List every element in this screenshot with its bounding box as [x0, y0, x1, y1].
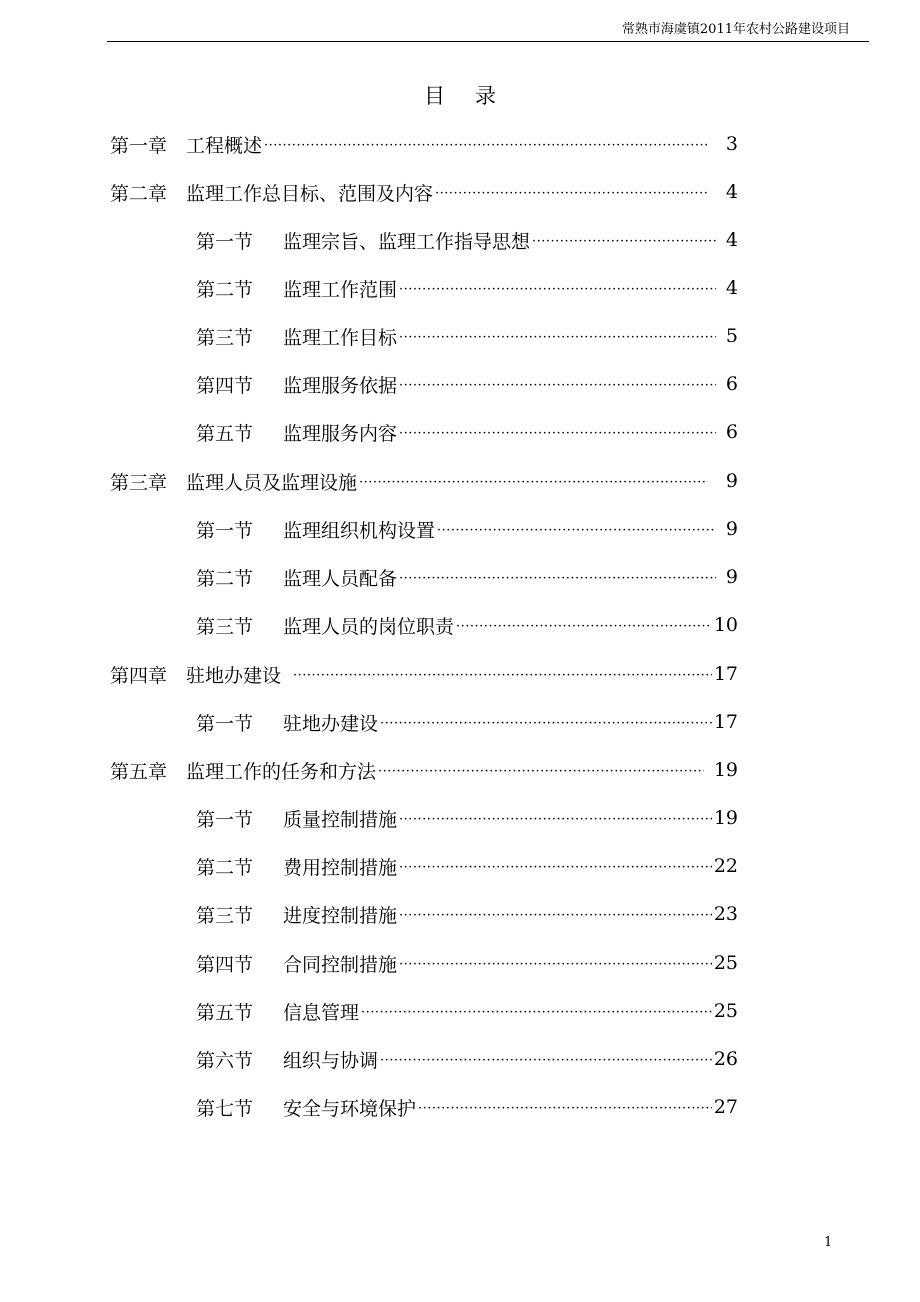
- dot-leader: [359, 475, 708, 490]
- toc-entry-section-5-5[interactable]: [196, 995, 738, 1027]
- toc-entry-title: 监理宗旨、监理工作指导思想: [283, 230, 531, 253]
- toc-entry-number: 第一节: [196, 808, 254, 831]
- toc-entry-number: 第七节: [196, 1097, 254, 1120]
- dot-leader: [380, 1053, 712, 1068]
- toc-entry-section-3-1[interactable]: [196, 513, 738, 545]
- toc-entry-page: 3: [725, 133, 738, 155]
- toc-entry-title: 进度控制措施: [283, 904, 398, 927]
- toc-entry-title: 监理工作目标: [283, 326, 398, 349]
- toc-entry-page: 6: [725, 421, 738, 443]
- toc-entry-number: 第四节: [196, 953, 254, 976]
- toc-entry-section-5-1[interactable]: [196, 802, 738, 834]
- toc-entry-number: 第三章: [110, 471, 168, 494]
- toc-entry-number: 第一节: [196, 519, 254, 542]
- toc-entry-chapter-3[interactable]: [110, 465, 738, 497]
- dot-leader: [399, 426, 716, 441]
- toc-entry-title: 驻地办建设: [283, 712, 379, 735]
- dot-leader: [418, 1101, 712, 1116]
- toc-entry-title: 监理服务依据: [283, 374, 398, 397]
- dot-leader: [399, 282, 716, 297]
- toc-entry-number: 第五节: [196, 422, 254, 445]
- toc-entry-number: 第六节: [196, 1049, 254, 1072]
- toc-entry-number: 第四章: [110, 664, 168, 687]
- toc-entry-chapter-2[interactable]: [110, 176, 738, 208]
- toc-entry-number: 第五节: [196, 1001, 254, 1024]
- toc-entry-title: 监理组织机构设置: [283, 519, 436, 542]
- toc-entry-section-2-3[interactable]: [196, 320, 738, 352]
- toc-entry-page: 9: [725, 470, 738, 492]
- toc-entry-number: 第二节: [196, 567, 254, 590]
- dot-leader: [378, 764, 704, 779]
- dot-leader: [293, 668, 712, 683]
- toc-entry-page: 17: [713, 663, 738, 685]
- toc-entry-number: 第四节: [196, 374, 254, 397]
- toc-entry-number: 第三节: [196, 326, 254, 349]
- toc-entry-section-2-5[interactable]: [196, 416, 738, 448]
- toc-entry-section-2-1[interactable]: [196, 224, 738, 256]
- toc-entry-section-3-3[interactable]: [196, 609, 738, 641]
- toc-entry-page: 5: [725, 325, 738, 347]
- toc-entry-title: 监理工作总目标、范围及内容: [186, 182, 434, 205]
- toc-entry-section-5-2[interactable]: [196, 850, 738, 882]
- page-number: 1: [824, 1235, 833, 1250]
- dot-leader: [399, 860, 712, 875]
- toc-entry-title: 驻地办建设: [186, 664, 282, 687]
- toc-entry-title: 费用控制措施: [283, 856, 398, 879]
- toc-entry-number: 第三节: [196, 615, 254, 638]
- toc-entry-section-5-7[interactable]: [196, 1091, 738, 1123]
- toc-entry-title: 监理人员的岗位职责: [283, 615, 455, 638]
- toc-entry-page: 22: [713, 855, 738, 877]
- dot-leader: [399, 378, 716, 393]
- toc-entry-page: 26: [713, 1048, 738, 1070]
- toc-entry-number: 第一节: [196, 712, 254, 735]
- dot-leader: [399, 908, 712, 923]
- toc-entry-number: 第二章: [110, 182, 168, 205]
- dot-leader: [437, 523, 716, 538]
- dot-leader: [380, 716, 712, 731]
- toc-entry-page: 19: [713, 807, 738, 829]
- toc-entry-title: 监理人员及监理设施: [186, 471, 358, 494]
- toc-title: 目录: [424, 84, 526, 108]
- dot-leader: [399, 330, 716, 345]
- toc-entry-chapter-5[interactable]: [110, 754, 738, 786]
- toc-entry-number: 第一章: [110, 134, 168, 157]
- toc-entry-number: 第三节: [196, 904, 254, 927]
- toc-entry-title: 安全与环境保护: [283, 1097, 417, 1120]
- toc-entry-section-5-3[interactable]: [196, 898, 738, 930]
- dot-leader: [456, 619, 712, 634]
- toc-entry-page: 4: [725, 277, 738, 299]
- toc-entry-page: 17: [713, 711, 738, 733]
- toc-entry-title: 监理服务内容: [283, 422, 398, 445]
- toc-entry-title: 质量控制措施: [283, 808, 398, 831]
- toc-entry-section-2-4[interactable]: [196, 368, 738, 400]
- running-header: 常熟市海虞镇2011年农村公路建设项目: [621, 22, 850, 37]
- toc-entry-number: 第五章: [110, 760, 168, 783]
- toc-entry-section-2-2[interactable]: [196, 272, 738, 304]
- toc-entry-title: 监理工作的任务和方法: [186, 760, 377, 783]
- toc-entry-title: 组织与协调: [283, 1049, 379, 1072]
- toc-entry-page: 10: [713, 614, 738, 636]
- toc-entry-title: 监理工作范围: [283, 278, 398, 301]
- toc-entry-title: 信息管理: [283, 1001, 360, 1024]
- dot-leader: [435, 186, 708, 201]
- dot-leader: [264, 138, 708, 153]
- toc-entry-chapter-4[interactable]: [110, 658, 738, 690]
- header-divider: [107, 41, 869, 42]
- dot-leader: [399, 812, 712, 827]
- toc-entry-page: 4: [725, 229, 738, 251]
- toc-entry-page: 23: [713, 903, 738, 925]
- dot-leader: [399, 957, 712, 972]
- toc-entry-page: 6: [725, 373, 738, 395]
- toc-entry-number: 第二节: [196, 278, 254, 301]
- toc-entry-page: 9: [725, 518, 738, 540]
- toc-entry-number: 第一节: [196, 230, 254, 253]
- toc-entry-chapter-1[interactable]: [110, 128, 738, 160]
- toc-entry-page: 9: [725, 566, 738, 588]
- toc-entry-page: 27: [713, 1096, 738, 1118]
- toc-entry-number: 第二节: [196, 856, 254, 879]
- dot-leader: [361, 1005, 712, 1020]
- toc-entry-page: 19: [713, 759, 738, 781]
- toc-entry-title: 监理人员配备: [283, 567, 398, 590]
- toc-entry-section-4-1[interactable]: [196, 706, 738, 738]
- toc-entry-section-3-2[interactable]: [196, 561, 738, 593]
- toc-entry-title: 合同控制措施: [283, 953, 398, 976]
- toc-entry-section-5-4[interactable]: [196, 947, 738, 979]
- toc-entry-page: 4: [725, 181, 738, 203]
- toc-entry-page: 25: [713, 952, 738, 974]
- dot-leader: [399, 571, 716, 586]
- toc-entry-section-5-6[interactable]: [196, 1043, 738, 1075]
- toc-entry-title: 工程概述: [186, 134, 263, 157]
- dot-leader: [532, 234, 716, 249]
- toc-entry-page: 25: [713, 1000, 738, 1022]
